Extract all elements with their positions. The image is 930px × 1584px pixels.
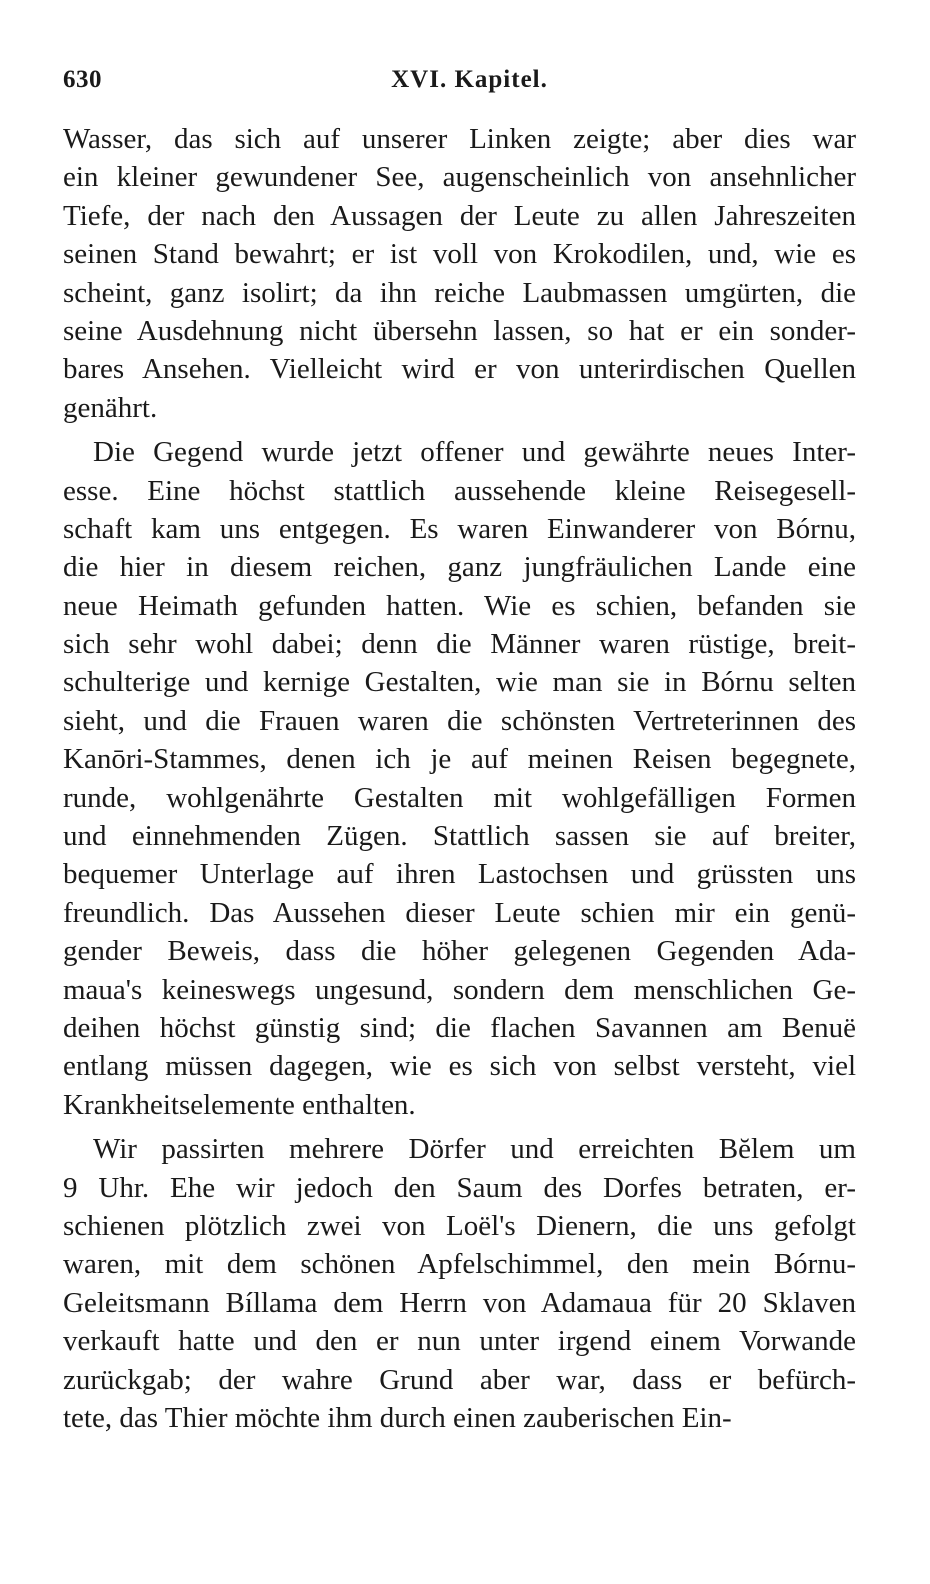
page-number: 630 <box>63 66 102 93</box>
text-line: seine Ausdehnung nicht übersehn lassen, so hat er ein sonder- <box>63 314 856 347</box>
text-line: schaft kam uns entgegen. Es waren Einwanderer von Bórnu, <box>63 512 856 545</box>
text-line: bares Ansehen. Vielleicht wird er von unterirdischen Quellen <box>63 353 856 386</box>
text-line: zurückgab; der wahre Grund aber war, dass er befürch- <box>63 1363 856 1396</box>
text-line: Geleitsmann Bíllama dem Herrn von Adamaua für 20 Sklaven <box>63 1286 856 1319</box>
text-line: sich sehr wohl dabei; denn die Männer waren rüstige, breit- <box>63 628 856 661</box>
text-line: genährt. <box>63 391 158 424</box>
text-line: Wasser, das sich auf unserer Linken zeigte; aber dies war <box>63 123 856 155</box>
paragraph <box>63 120 856 427</box>
text-line: und einnehmenden Zügen. Stattlich sassen sie auf breiter, <box>63 820 856 853</box>
text-line: 9 Uhr. Ehe wir jedoch den Saum des Dorfes betraten, er- <box>63 1171 856 1204</box>
text-line: schulterige und kernige Gestalten, wie man sie in Bórnu selten <box>63 666 856 699</box>
text-line: verkauft hatte und den er nun unter irgend einem Vorwande <box>63 1325 856 1358</box>
text-line: waren, mit dem schönen Apfelschimmel, den mein Bórnu- <box>63 1248 856 1281</box>
text-line: tete, das Thier möchte ihm durch einen zauberischen Ein- <box>63 1401 732 1434</box>
paragraph <box>63 1130 856 1437</box>
text-line: Kanōri-Stammes, denen ich je auf meinen Reisen begegnete, <box>63 743 856 776</box>
text-line: Wir passirten mehrere Dörfer und erreichten Bĕlem um <box>93 1133 856 1166</box>
text-line: schienen plötzlich zwei von Loël's Dienern, die uns gefolgt <box>63 1209 856 1242</box>
running-head: XVI. Kapitel. <box>391 66 548 93</box>
page-header <box>63 66 856 100</box>
text-line: deihen höchst günstig sind; die flachen Savannen am Benuë <box>63 1011 856 1044</box>
text-line: maua's keineswegs ungesund, sondern dem menschlichen Ge- <box>63 973 856 1006</box>
text-line: runde, wohlgenährte Gestalten mit wohlgefälligen Formen <box>63 781 856 814</box>
text-line: entlang müssen dagegen, wie es sich von selbst versteht, viel <box>63 1050 856 1083</box>
text-line: neue Heimath gefunden hatten. Wie es schien, befanden sie <box>63 589 856 622</box>
text-line: seinen Stand bewahrt; er ist voll von Krokodilen, und, wie es <box>63 238 856 271</box>
paragraph <box>63 433 856 1124</box>
text-line: Die Gegend wurde jetzt offener und gewährte neues Inter- <box>93 436 856 469</box>
text-line: Krankheitselemente enthalten. <box>63 1088 416 1121</box>
text-line: scheint, ganz isolirt; da ihn reiche Laubmassen umgürten, die <box>63 276 856 309</box>
text-line: Tiefe, der nach den Aussagen der Leute zu allen Jahreszeiten <box>63 199 856 232</box>
text-line: sieht, und die Frauen waren die schönsten Vertreterinnen des <box>63 704 856 737</box>
body-text <box>63 120 856 1437</box>
text-line: die hier in diesem reichen, ganz jungfräulichen Lande eine <box>63 551 856 584</box>
text-line: bequemer Unterlage auf ihren Lastochsen und grüssten uns <box>63 858 856 891</box>
text-line: gender Beweis, dass die höher gelegenen Gegenden Ada- <box>63 935 856 968</box>
text-line: freundlich. Das Aussehen dieser Leute schien mir ein genü- <box>63 896 856 929</box>
text-line: esse. Eine höchst stattlich aussehende kleine Reisegesell- <box>63 474 856 507</box>
text-line: ein kleiner gewundener See, augenscheinlich von ansehnlicher <box>63 161 856 194</box>
